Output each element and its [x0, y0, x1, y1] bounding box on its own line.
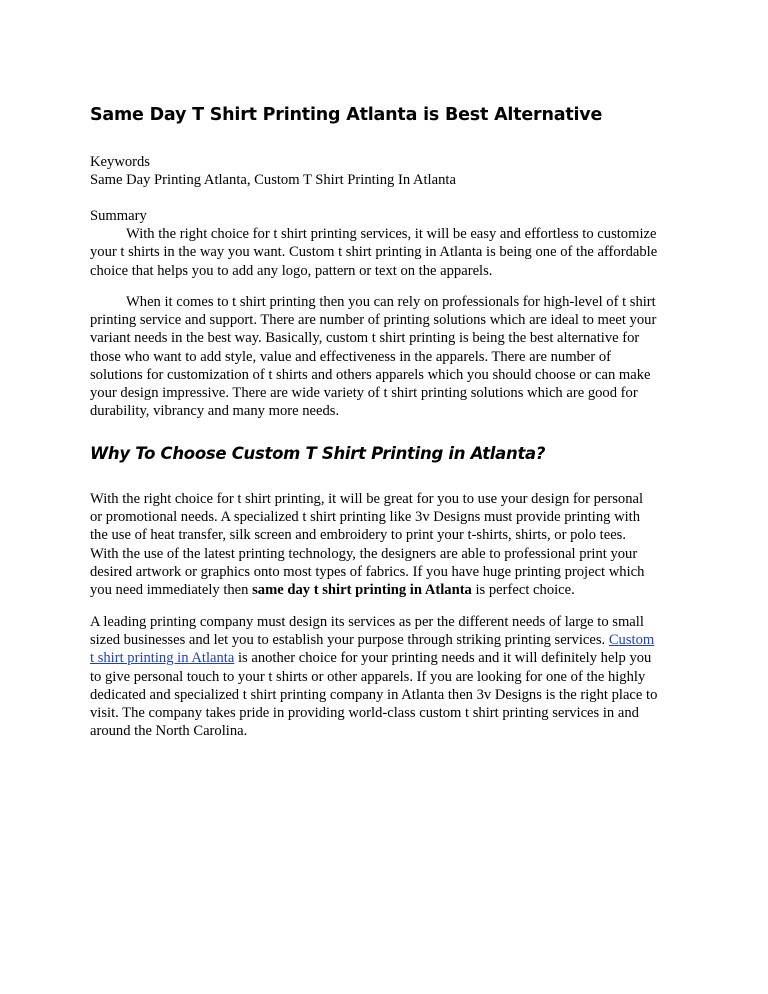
summary-label: Summary [90, 208, 147, 224]
section-p1-line: desired artwork or graphics onto most types of fabrics. If you have huge printing project which [90, 563, 645, 580]
bold-keyword: same day t shirt printing in Atlanta [252, 581, 472, 598]
section-p2-text: is another choice for your printing needs and it will definitely help you [234, 650, 652, 667]
section-p2-text: sized businesses and let you to establish your purpose through striking printing services. [90, 632, 609, 649]
section-p1-text: is perfect choice. [471, 581, 575, 598]
summary-paragraph-2 [90, 293, 684, 420]
section-p1-last-line [90, 581, 684, 599]
summary-block [90, 207, 684, 280]
section-heading: Why To Choose Custom T Shirt Printing in Atlanta? [90, 444, 546, 463]
keywords-label: Keywords [90, 154, 150, 170]
section-p2-line [90, 649, 684, 667]
summary-p2-line: your design impressive. There are wide variety of t shirt printing solutions which are good for [90, 384, 638, 401]
summary-p2-line: When it comes to t shirt printing then you can rely on professionals for high-level of t shirt [126, 294, 656, 310]
keywords-block [90, 153, 684, 189]
keywords-text: Same Day Printing Atlanta, Custom T Shirt Printing In Atlanta [90, 172, 456, 189]
custom-tshirt-link[interactable]: t shirt printing in Atlanta [90, 650, 235, 667]
summary-p1-line: With the right choice for t shirt printing services, it will be easy and effortless to customize [126, 226, 657, 243]
section-p1-line: or promotional needs. A specialized t shirt printing like 3v Designs must provide printing with [90, 509, 641, 526]
document-title: Same Day T Shirt Printing Atlanta is Best Alternative [90, 105, 603, 125]
section-p2-line: to give personal touch to your t shirts or other apparels. If you are looking for one of the highly [90, 668, 646, 685]
custom-tshirt-link[interactable]: Custom [608, 632, 655, 649]
summary-p1-line: choice that helps you to add any logo, pattern or text on the apparels. [90, 262, 493, 279]
summary-p2-line: solutions for customization of t shirts and others apparels which you should choose or can make [90, 366, 651, 383]
section-p2-line: visit. The company takes pride in providing world-class custom t shirt printing services in and [90, 704, 639, 721]
section-p2-line: dedicated and specialized t shirt printing company in Atlanta then 3v Designs is the right place to [90, 686, 658, 703]
summary-p1-line: your t shirts in the way you want. Custom t shirt printing in Atlanta is being one of the affordable [90, 244, 658, 261]
section-paragraph-2 [90, 613, 684, 740]
section-p2-line [90, 631, 684, 649]
section-p1-line: the use of heat transfer, silk screen and embroidery to print your t-shirts, shirts, or polo tees. [90, 527, 627, 544]
section-p1-line: With the use of the latest printing technology, the designers are able to professional print your [90, 545, 638, 562]
summary-p2-line: durability, vibrancy and many more needs. [90, 403, 340, 420]
section-p1-line: With the right choice for t shirt printing, it will be great for you to use your design for personal [90, 491, 644, 507]
summary-p2-line: variant needs in the best way. Basically, custom t shirt printing is being the best alternative for [90, 330, 640, 347]
section-p2-line: A leading printing company must design its services as per the different needs of large to small [90, 614, 644, 630]
summary-p2-line: those who want to add style, value and effectiveness in the apparels. There are number of [90, 348, 612, 365]
section-paragraph-1 [90, 490, 684, 599]
summary-p2-line: printing service and support. There are number of printing solutions which are ideal to meet your [90, 312, 657, 329]
section-p1-text: you need immediately then [90, 581, 253, 598]
section-p2-line: around the North Carolina. [90, 723, 248, 740]
